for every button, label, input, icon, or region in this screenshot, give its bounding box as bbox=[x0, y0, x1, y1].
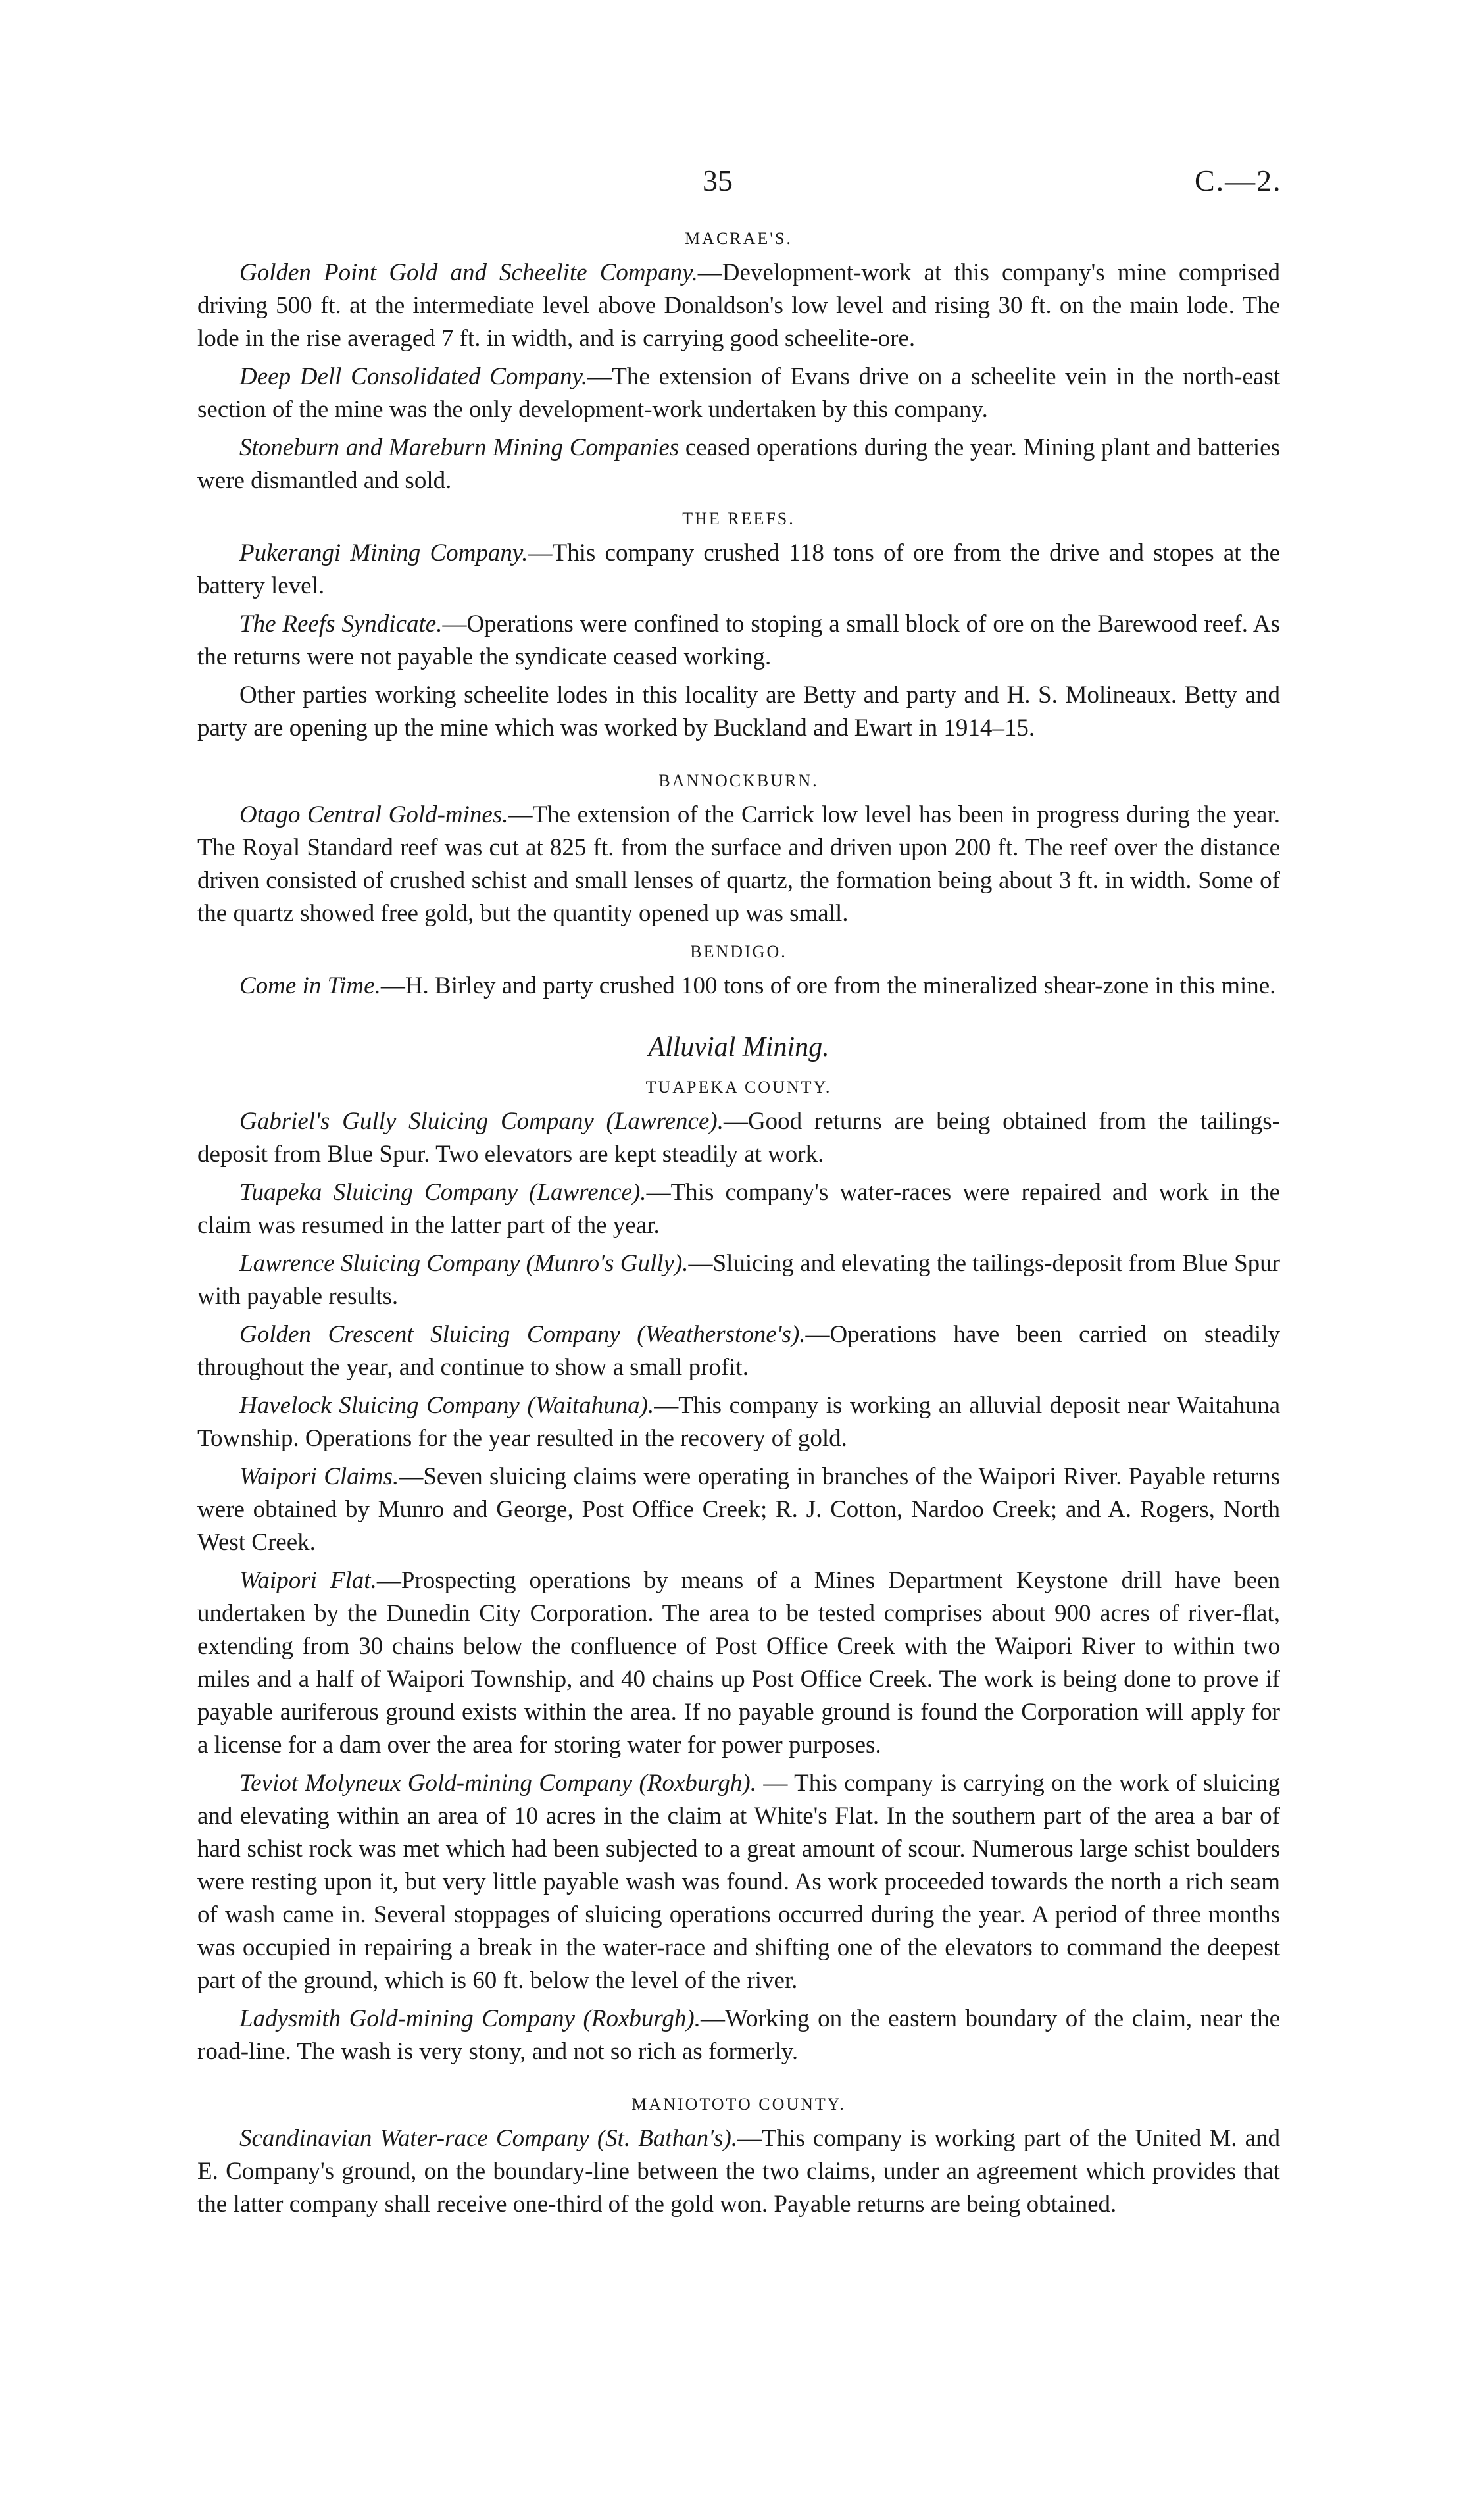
company-name: Teviot Molyneux Gold-mining Company (Roxburgh). bbox=[239, 1770, 756, 1797]
section-heading-bendigo: BENDIGO. bbox=[690, 942, 787, 961]
paragraph-golden-crescent bbox=[197, 1318, 1280, 1384]
company-name: Waipori Flat. bbox=[239, 1567, 377, 1594]
paragraph-reefs-syndicate bbox=[197, 608, 1280, 674]
paragraph-waipori-claims bbox=[197, 1460, 1280, 1559]
company-name: Waipori Claims. bbox=[239, 1463, 399, 1490]
paragraph-text: ceased operations during the year. Mining plant and batteries were dismantled and sold. bbox=[197, 434, 1280, 494]
paragraph-pukerangi bbox=[197, 537, 1280, 603]
paragraph-golden-point bbox=[197, 257, 1280, 355]
paragraph-text: —The extension of the Carrick low level has been in progress during the year. The Royal Standard reef was cut at 825 ft. from the surface and driven upon 200 ft. The reef over the distance driven consisted of crushed schist and small lenses of quartz, the formation being about 3 ft. in width. Some of the quartz showed free gold, but the quantity opened up was small. bbox=[197, 801, 1281, 927]
document-reference: C.—2. bbox=[1195, 164, 1282, 197]
paragraph-text: —This company is working an alluvial deposit near Waitahuna Township. Operations for the year resulted in the recovery of gold. bbox=[197, 1392, 1280, 1452]
paragraph-text: —The extension of Evans drive on a scheelite vein in the north-east section of the mine was the only development-work undertaken by this company. bbox=[197, 363, 1280, 423]
paragraph-text: —Operations were confined to stoping a small block of ore on the Barewood reef. As the returns were not payable the syndicate ceased working. bbox=[197, 611, 1280, 670]
paragraph-text: —Sluicing and elevating the tailings-deposit from Blue Spur with payable results. bbox=[197, 1250, 1280, 1310]
company-name: Tuapeka Sluicing Company (Lawrence). bbox=[239, 1179, 647, 1206]
paragraph-text: —Development-work at this company's mine comprised driving 500 ft. at the intermediate level above Donaldson's low level and rising 30 ft. on the main lode. The lode in the rise averaged 7 ft. in width, and is carrying good scheelite-ore. bbox=[197, 259, 1280, 352]
section-heading-reefs: THE REEFS. bbox=[682, 509, 795, 528]
paragraph-other-parties bbox=[197, 679, 1280, 745]
section-heading-bannockburn: BANNOCKBURN. bbox=[658, 771, 819, 790]
company-name: Otago Central Gold-mines. bbox=[239, 801, 508, 828]
paragraph-text: —H. Birley and party crushed 100 tons of ore from the mineralized shear-zone in this mine. bbox=[380, 972, 1276, 999]
paragraph-text: —This company is working part of the United M. and E. Company's ground, on the boundary-line between the two claims, under an agreement which provides that the latter company shall receive one-third of the gold won. Payable returns are being obtained. bbox=[197, 2125, 1280, 2218]
paragraph-text: —This company's water-races were repaired and work in the claim was resumed in the latter part of the year. bbox=[197, 1179, 1281, 1239]
company-name: Gabriel's Gully Sluicing Company (Lawrence). bbox=[239, 1108, 724, 1135]
company-name: Havelock Sluicing Company (Waitahuna). bbox=[239, 1392, 655, 1419]
paragraph-come-in-time bbox=[197, 970, 1280, 1003]
page-number: 35 bbox=[703, 164, 733, 197]
paragraph-text: — This company is carrying on the work of sluicing and elevating within an area of 10 acres in the claim at White's Flat. In the southern part of the area a bar of hard schist rock was met which had been subjected to a great amount of scour. Numerous large schist boulders were resting upon it, but very little payable wash was found. As work proceeded towards the north a rich seam of wash came in. Several stoppages of sluicing operations occurred during the year. A period of three months was occupied in repairing a break in the water-race and shifting one of the elevators to command the deepest part of the ground, which is 60 ft. below the level of the river. bbox=[197, 1770, 1280, 1994]
company-name: Scandinavian Water-race Company (St. Bathan's). bbox=[239, 2125, 738, 2152]
page-content bbox=[197, 217, 1280, 2221]
paragraph-gabriels-gully bbox=[197, 1105, 1280, 1171]
subheading-alluvial-mining: Alluvial Mining. bbox=[648, 1032, 829, 1062]
paragraph-stoneburn bbox=[197, 432, 1280, 497]
company-name: Deep Dell Consolidated Company. bbox=[239, 363, 588, 390]
paragraph-lawrence-sluicing bbox=[197, 1247, 1280, 1313]
paragraph-text: —Good returns are being obtained from the tailings-deposit from Blue Spur. Two elevators are kept steadily at work. bbox=[197, 1108, 1280, 1168]
company-name: Pukerangi Mining Company. bbox=[239, 539, 528, 566]
company-name: Golden Point Gold and Scheelite Company. bbox=[239, 259, 698, 286]
company-name: The Reefs Syndicate. bbox=[239, 611, 443, 637]
paragraph-deep-dell bbox=[197, 361, 1280, 426]
company-name: Come in Time. bbox=[239, 972, 381, 999]
section-heading-maniototo: MANIOTOTO COUNTY. bbox=[631, 2095, 846, 2114]
paragraph-text: —Operations have been carried on steadily throughout the year, and continue to show a small profit. bbox=[197, 1321, 1280, 1381]
paragraph-scandinavian bbox=[197, 2122, 1280, 2221]
paragraph-text: —Working on the eastern boundary of the claim, near the road-line. The wash is very stony, and not so rich as formerly. bbox=[197, 2005, 1280, 2065]
section-heading-macraes: MACRAE'S. bbox=[685, 229, 793, 248]
company-name: Stoneburn and Mareburn Mining Companies bbox=[239, 434, 680, 461]
company-name: Lawrence Sluicing Company (Munro's Gully). bbox=[239, 1250, 689, 1277]
paragraph-text: —This company crushed 118 tons of ore from the drive and stopes at the battery level. bbox=[197, 539, 1280, 599]
paragraph-tuapeka-sluicing bbox=[197, 1176, 1280, 1242]
paragraph-text: —Prospecting operations by means of a Mines Department Keystone drill have been undertaken by the Dunedin City Corporation. The area to be tested comprises about 900 acres of river-flat, extending from 30 chains below the confluence of Post Office Creek with the Waipori River to within two miles and a half of Waipori Township, and 40 chains up Post Office Creek. The work is being done to prove if payable auriferous ground exists within the area. If no payable ground is found the Corporation will apply for a license for a dam over the area for storing water for power purposes. bbox=[197, 1567, 1280, 1758]
paragraph-teviot-molyneux bbox=[197, 1767, 1280, 1997]
paragraph-waipori-flat bbox=[197, 1564, 1280, 1762]
paragraph-text: —Seven sluicing claims were operating in branches of the Waipori River. Payable returns were obtained by Munro and George, Post Office Creek; R. J. Cotton, Nardoo Creek; and A. Rogers, North West Creek. bbox=[197, 1463, 1280, 1556]
company-name: Ladysmith Gold-mining Company (Roxburgh). bbox=[239, 2005, 701, 2032]
company-name: Golden Crescent Sluicing Company (Weatherstone's). bbox=[239, 1321, 806, 1348]
paragraph-havelock bbox=[197, 1389, 1280, 1455]
paragraph-text: Other parties working scheelite lodes in this locality are Betty and party and H. S. Molineaux. Betty and party are opening up the mine which was worked by Buckland and Ewart in 1914–15. bbox=[197, 682, 1280, 741]
paragraph-ladysmith bbox=[197, 2003, 1280, 2068]
section-heading-tuapeka: TUAPEKA COUNTY. bbox=[645, 1078, 832, 1097]
paragraph-otago-central bbox=[197, 799, 1280, 930]
page-header bbox=[0, 163, 1484, 203]
